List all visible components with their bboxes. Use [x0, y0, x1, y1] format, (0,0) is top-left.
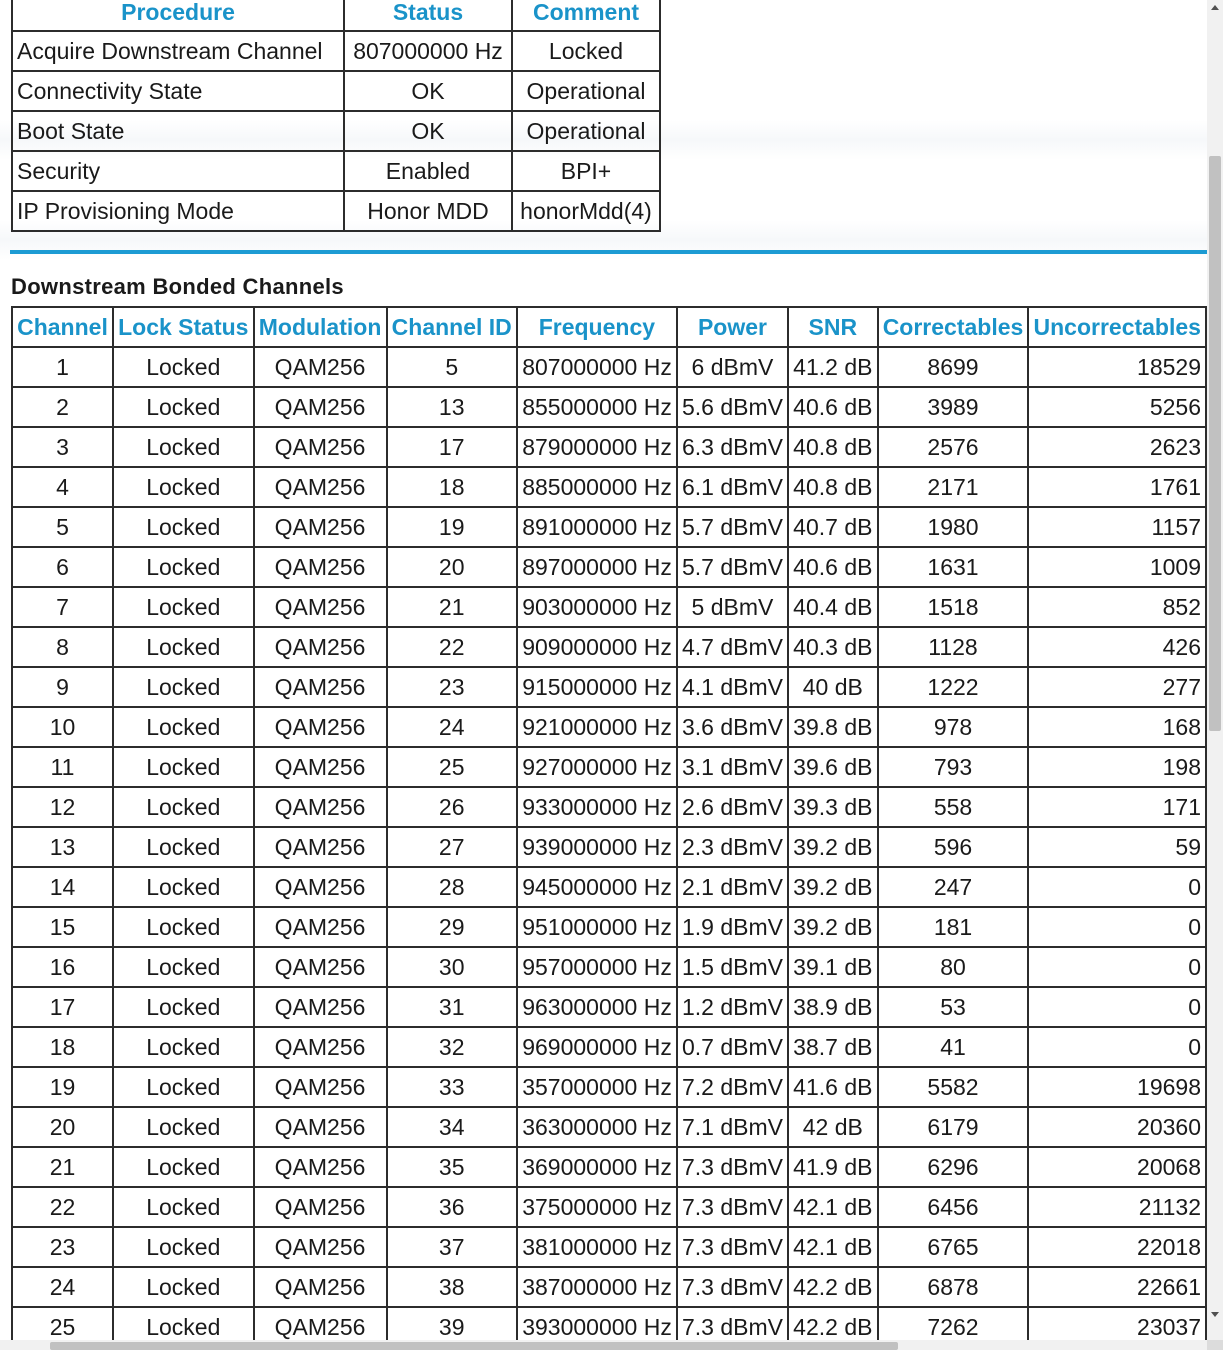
cell-lock-status: Locked [113, 1147, 254, 1187]
cell-lock-status: Locked [113, 1067, 254, 1107]
scroll-down-arrow-icon[interactable] [1211, 1312, 1219, 1317]
table-row [12, 467, 1206, 507]
cell-correctables: 5582 [878, 1067, 1029, 1107]
cell-channel: 23 [12, 1227, 113, 1267]
cell-lock-status: Locked [113, 827, 254, 867]
cell-uncorrectables: 0 [1028, 1027, 1206, 1067]
cell-power: 6.1 dBmV [677, 467, 788, 507]
scrollbar-corner [1207, 1340, 1223, 1350]
col-header-procedure: Procedure [12, 0, 344, 31]
table-row [12, 867, 1206, 907]
cell-uncorrectables: 22661 [1028, 1267, 1206, 1307]
cell-snr: 39.3 dB [788, 787, 877, 827]
cell-correctables: 1128 [878, 627, 1029, 667]
cell-channel: 8 [12, 627, 113, 667]
cell-power: 5.7 dBmV [677, 507, 788, 547]
cell-modulation: QAM256 [254, 1147, 387, 1187]
cell-power: 4.7 dBmV [677, 627, 788, 667]
cell-frequency: 933000000 Hz [517, 787, 677, 827]
cell-correctables: 6179 [878, 1107, 1029, 1147]
cell-correctables: 1518 [878, 587, 1029, 627]
cell-correctables: 596 [878, 827, 1029, 867]
cell-channel: 17 [12, 987, 113, 1027]
cell-power: 5.6 dBmV [677, 387, 788, 427]
cell-channel: 24 [12, 1267, 113, 1307]
cell-correctables: 6765 [878, 1227, 1029, 1267]
cell-lock-status: Locked [113, 1107, 254, 1147]
col-header-snr: SNR [788, 307, 877, 347]
cell-snr: 39.2 dB [788, 907, 877, 947]
cell-frequency: 897000000 Hz [517, 547, 677, 587]
cell-channel: 25 [12, 1307, 113, 1340]
table-row [12, 547, 1206, 587]
scroll-up-arrow-icon[interactable] [1211, 5, 1219, 10]
cell-modulation: QAM256 [254, 347, 387, 387]
cell-frequency: 945000000 Hz [517, 867, 677, 907]
cell-channel-id: 18 [387, 467, 517, 507]
cell-frequency: 855000000 Hz [517, 387, 677, 427]
cell-lock-status: Locked [113, 547, 254, 587]
cell-power: 4.1 dBmV [677, 667, 788, 707]
cell-channel: 5 [12, 507, 113, 547]
cell-snr: 40.6 dB [788, 547, 877, 587]
horizontal-scrollbar-thumb[interactable] [50, 1342, 898, 1350]
cell-channel-id: 13 [387, 387, 517, 427]
cell-correctables: 793 [878, 747, 1029, 787]
cell-uncorrectables: 19698 [1028, 1067, 1206, 1107]
table-row [12, 907, 1206, 947]
cell-uncorrectables: 0 [1028, 947, 1206, 987]
cell-status: Enabled [344, 151, 512, 191]
cell-uncorrectables: 18529 [1028, 347, 1206, 387]
cell-power: 7.1 dBmV [677, 1107, 788, 1147]
table-row [12, 1307, 1206, 1340]
cell-lock-status: Locked [113, 1187, 254, 1227]
cell-frequency: 921000000 Hz [517, 707, 677, 747]
cell-procedure: Security [12, 151, 344, 191]
table-row [12, 507, 1206, 547]
cell-frequency: 951000000 Hz [517, 907, 677, 947]
cell-uncorrectables: 1761 [1028, 467, 1206, 507]
table-row [12, 387, 1206, 427]
cell-correctables: 247 [878, 867, 1029, 907]
cell-channel: 18 [12, 1027, 113, 1067]
cell-uncorrectables: 198 [1028, 747, 1206, 787]
cell-lock-status: Locked [113, 467, 254, 507]
col-header-status: Status [344, 0, 512, 31]
cell-channel-id: 25 [387, 747, 517, 787]
table-row [12, 587, 1206, 627]
vertical-scrollbar[interactable] [1207, 0, 1223, 1340]
cell-channel-id: 35 [387, 1147, 517, 1187]
cell-snr: 39.2 dB [788, 867, 877, 907]
col-header-power: Power [677, 307, 788, 347]
cell-procedure: Boot State [12, 111, 344, 151]
cell-snr: 40 dB [788, 667, 877, 707]
table-row [12, 1227, 1206, 1267]
cell-modulation: QAM256 [254, 387, 387, 427]
cell-uncorrectables: 20068 [1028, 1147, 1206, 1187]
cell-channel: 2 [12, 387, 113, 427]
cell-modulation: QAM256 [254, 667, 387, 707]
cell-snr: 39.8 dB [788, 707, 877, 747]
cell-lock-status: Locked [113, 907, 254, 947]
cell-channel: 14 [12, 867, 113, 907]
cell-power: 3.1 dBmV [677, 747, 788, 787]
horizontal-scrollbar[interactable] [0, 1340, 1207, 1350]
cell-correctables: 558 [878, 787, 1029, 827]
cell-lock-status: Locked [113, 787, 254, 827]
cell-correctables: 41 [878, 1027, 1029, 1067]
cell-power: 1.2 dBmV [677, 987, 788, 1027]
cell-modulation: QAM256 [254, 907, 387, 947]
cell-comment: honorMdd(4) [512, 191, 660, 231]
cell-channel-id: 30 [387, 947, 517, 987]
table-row [12, 667, 1206, 707]
cell-procedure: IP Provisioning Mode [12, 191, 344, 231]
cell-snr: 41.2 dB [788, 347, 877, 387]
cell-channel-id: 28 [387, 867, 517, 907]
table-row [12, 707, 1206, 747]
cell-snr: 38.9 dB [788, 987, 877, 1027]
cell-power: 5 dBmV [677, 587, 788, 627]
cell-power: 7.3 dBmV [677, 1147, 788, 1187]
cell-channel-id: 23 [387, 667, 517, 707]
cell-frequency: 969000000 Hz [517, 1027, 677, 1067]
cell-channel-id: 38 [387, 1267, 517, 1307]
cell-correctables: 53 [878, 987, 1029, 1027]
cell-channel-id: 37 [387, 1227, 517, 1267]
cell-snr: 41.9 dB [788, 1147, 877, 1187]
cell-channel: 7 [12, 587, 113, 627]
cell-status: Honor MDD [344, 191, 512, 231]
cell-uncorrectables: 22018 [1028, 1227, 1206, 1267]
cell-snr: 40.8 dB [788, 467, 877, 507]
cell-lock-status: Locked [113, 587, 254, 627]
cell-power: 1.5 dBmV [677, 947, 788, 987]
cell-lock-status: Locked [113, 667, 254, 707]
cell-comment: Operational [512, 71, 660, 111]
cell-snr: 38.7 dB [788, 1027, 877, 1067]
cell-power: 6.3 dBmV [677, 427, 788, 467]
cell-correctables: 6878 [878, 1267, 1029, 1307]
cell-uncorrectables: 0 [1028, 907, 1206, 947]
cell-lock-status: Locked [113, 987, 254, 1027]
cell-power: 6 dBmV [677, 347, 788, 387]
cell-modulation: QAM256 [254, 1107, 387, 1147]
cell-modulation: QAM256 [254, 627, 387, 667]
cell-power: 5.7 dBmV [677, 547, 788, 587]
cell-channel: 3 [12, 427, 113, 467]
cell-uncorrectables: 5256 [1028, 387, 1206, 427]
cell-modulation: QAM256 [254, 587, 387, 627]
cell-frequency: 885000000 Hz [517, 467, 677, 507]
col-header-channel: Channel [12, 307, 113, 347]
cell-channel: 4 [12, 467, 113, 507]
cell-comment: Operational [512, 111, 660, 151]
cell-status: OK [344, 111, 512, 151]
cell-correctables: 3989 [878, 387, 1029, 427]
cell-snr: 42.2 dB [788, 1307, 877, 1340]
cell-frequency: 381000000 Hz [517, 1227, 677, 1267]
col-header-comment: Comment [512, 0, 660, 31]
table-row [12, 1267, 1206, 1307]
cell-snr: 42 dB [788, 1107, 877, 1147]
cell-power: 7.3 dBmV [677, 1187, 788, 1227]
cell-snr: 42.2 dB [788, 1267, 877, 1307]
cell-channel-id: 33 [387, 1067, 517, 1107]
cell-modulation: QAM256 [254, 787, 387, 827]
cell-modulation: QAM256 [254, 547, 387, 587]
cell-snr: 41.6 dB [788, 1067, 877, 1107]
cell-frequency: 891000000 Hz [517, 507, 677, 547]
cell-channel: 11 [12, 747, 113, 787]
cell-correctables: 1980 [878, 507, 1029, 547]
cell-channel: 21 [12, 1147, 113, 1187]
table-row [12, 71, 660, 111]
cell-channel: 13 [12, 827, 113, 867]
table-header-row [12, 0, 660, 31]
cell-snr: 40.6 dB [788, 387, 877, 427]
cell-comment: BPI+ [512, 151, 660, 191]
cell-channel: 6 [12, 547, 113, 587]
cell-correctables: 7262 [878, 1307, 1029, 1340]
cell-correctables: 6296 [878, 1147, 1029, 1187]
table-row [12, 1107, 1206, 1147]
cell-lock-status: Locked [113, 1227, 254, 1267]
col-header-modulation: Modulation [254, 307, 387, 347]
table-row [12, 31, 660, 71]
cell-snr: 42.1 dB [788, 1227, 877, 1267]
table-row [12, 347, 1206, 387]
col-header-channel-id: Channel ID [387, 307, 517, 347]
table-row [12, 427, 1206, 467]
cell-correctables: 80 [878, 947, 1029, 987]
cell-channel-id: 32 [387, 1027, 517, 1067]
cell-lock-status: Locked [113, 867, 254, 907]
cell-lock-status: Locked [113, 707, 254, 747]
cell-channel: 20 [12, 1107, 113, 1147]
cell-modulation: QAM256 [254, 1187, 387, 1227]
cell-channel-id: 36 [387, 1187, 517, 1227]
cell-channel: 22 [12, 1187, 113, 1227]
cell-channel-id: 17 [387, 427, 517, 467]
table-row [12, 191, 660, 231]
section-separator [10, 250, 1207, 254]
cell-uncorrectables: 23037 [1028, 1307, 1206, 1340]
startup-procedure-table [11, 0, 661, 232]
cell-power: 2.3 dBmV [677, 827, 788, 867]
cell-uncorrectables: 277 [1028, 667, 1206, 707]
cell-uncorrectables: 1009 [1028, 547, 1206, 587]
cell-snr: 40.7 dB [788, 507, 877, 547]
cell-modulation: QAM256 [254, 827, 387, 867]
table-row [12, 827, 1206, 867]
table-row [12, 1027, 1206, 1067]
cell-channel-id: 21 [387, 587, 517, 627]
cell-modulation: QAM256 [254, 1067, 387, 1107]
cell-correctables: 6456 [878, 1187, 1029, 1227]
cell-frequency: 387000000 Hz [517, 1267, 677, 1307]
cell-procedure: Acquire Downstream Channel [12, 31, 344, 71]
cell-lock-status: Locked [113, 1267, 254, 1307]
table-row [12, 627, 1206, 667]
cell-frequency: 963000000 Hz [517, 987, 677, 1027]
cell-frequency: 393000000 Hz [517, 1307, 677, 1340]
table-row [12, 987, 1206, 1027]
col-header-frequency: Frequency [517, 307, 677, 347]
cell-frequency: 369000000 Hz [517, 1147, 677, 1187]
table-row [12, 1067, 1206, 1107]
cell-frequency: 357000000 Hz [517, 1067, 677, 1107]
cell-snr: 39.1 dB [788, 947, 877, 987]
cell-frequency: 879000000 Hz [517, 427, 677, 467]
cell-procedure: Connectivity State [12, 71, 344, 111]
cell-modulation: QAM256 [254, 1307, 387, 1340]
cell-frequency: 375000000 Hz [517, 1187, 677, 1227]
cell-channel-id: 31 [387, 987, 517, 1027]
cell-frequency: 915000000 Hz [517, 667, 677, 707]
cell-uncorrectables: 2623 [1028, 427, 1206, 467]
table-row [12, 747, 1206, 787]
cell-correctables: 2171 [878, 467, 1029, 507]
cell-uncorrectables: 426 [1028, 627, 1206, 667]
cell-channel: 19 [12, 1067, 113, 1107]
cell-uncorrectables: 0 [1028, 867, 1206, 907]
cell-channel: 16 [12, 947, 113, 987]
cell-frequency: 363000000 Hz [517, 1107, 677, 1147]
cell-uncorrectables: 852 [1028, 587, 1206, 627]
cell-channel: 15 [12, 907, 113, 947]
cell-uncorrectables: 0 [1028, 987, 1206, 1027]
cell-lock-status: Locked [113, 1027, 254, 1067]
cell-correctables: 2576 [878, 427, 1029, 467]
cell-power: 2.1 dBmV [677, 867, 788, 907]
cell-channel-id: 26 [387, 787, 517, 827]
cell-lock-status: Locked [113, 947, 254, 987]
cell-modulation: QAM256 [254, 987, 387, 1027]
cell-modulation: QAM256 [254, 1027, 387, 1067]
cell-snr: 39.6 dB [788, 747, 877, 787]
cell-frequency: 807000000 Hz [517, 347, 677, 387]
cell-uncorrectables: 171 [1028, 787, 1206, 827]
cell-correctables: 978 [878, 707, 1029, 747]
cell-correctables: 181 [878, 907, 1029, 947]
cell-lock-status: Locked [113, 1307, 254, 1340]
cell-channel: 12 [12, 787, 113, 827]
cell-status: OK [344, 71, 512, 111]
cell-modulation: QAM256 [254, 747, 387, 787]
cell-modulation: QAM256 [254, 867, 387, 907]
cell-channel-id: 34 [387, 1107, 517, 1147]
cell-uncorrectables: 20360 [1028, 1107, 1206, 1147]
cell-lock-status: Locked [113, 387, 254, 427]
cell-power: 2.6 dBmV [677, 787, 788, 827]
cell-modulation: QAM256 [254, 427, 387, 467]
cell-power: 1.9 dBmV [677, 907, 788, 947]
table-row [12, 947, 1206, 987]
cell-status: 807000000 Hz [344, 31, 512, 71]
cell-lock-status: Locked [113, 427, 254, 467]
cell-channel-id: 24 [387, 707, 517, 747]
cell-frequency: 939000000 Hz [517, 827, 677, 867]
downstream-channels-table [11, 306, 1207, 1340]
cell-channel-id: 5 [387, 347, 517, 387]
cell-frequency: 903000000 Hz [517, 587, 677, 627]
cell-modulation: QAM256 [254, 1267, 387, 1307]
cell-modulation: QAM256 [254, 1227, 387, 1267]
cell-frequency: 927000000 Hz [517, 747, 677, 787]
cell-frequency: 909000000 Hz [517, 627, 677, 667]
cell-lock-status: Locked [113, 747, 254, 787]
cell-channel-id: 39 [387, 1307, 517, 1340]
cell-modulation: QAM256 [254, 507, 387, 547]
cell-power: 3.6 dBmV [677, 707, 788, 747]
cell-lock-status: Locked [113, 507, 254, 547]
table-row [12, 1187, 1206, 1227]
cell-snr: 40.8 dB [788, 427, 877, 467]
cell-power: 7.3 dBmV [677, 1227, 788, 1267]
cell-channel-id: 29 [387, 907, 517, 947]
col-header-correctables: Correctables [878, 307, 1029, 347]
cell-uncorrectables: 168 [1028, 707, 1206, 747]
cell-channel-id: 27 [387, 827, 517, 867]
cell-lock-status: Locked [113, 627, 254, 667]
section-title: Downstream Bonded Channels [11, 274, 344, 299]
cell-power: 7.2 dBmV [677, 1067, 788, 1107]
cell-power: 0.7 dBmV [677, 1027, 788, 1067]
table-row [12, 151, 660, 191]
cell-power: 7.3 dBmV [677, 1267, 788, 1307]
cell-snr: 40.3 dB [788, 627, 877, 667]
cell-correctables: 8699 [878, 347, 1029, 387]
table-header-row [12, 307, 1206, 347]
col-header-uncorrectables: Uncorrectables [1028, 307, 1206, 347]
cell-power: 7.3 dBmV [677, 1307, 788, 1340]
table-row [12, 787, 1206, 827]
cell-uncorrectables: 21132 [1028, 1187, 1206, 1227]
cell-comment: Locked [512, 31, 660, 71]
cell-channel-id: 19 [387, 507, 517, 547]
cell-channel-id: 22 [387, 627, 517, 667]
cell-modulation: QAM256 [254, 707, 387, 747]
cell-channel: 9 [12, 667, 113, 707]
cell-uncorrectables: 1157 [1028, 507, 1206, 547]
cell-modulation: QAM256 [254, 947, 387, 987]
cell-correctables: 1222 [878, 667, 1029, 707]
cell-frequency: 957000000 Hz [517, 947, 677, 987]
col-header-lock-status: Lock Status [113, 307, 254, 347]
cell-channel: 10 [12, 707, 113, 747]
cell-modulation: QAM256 [254, 467, 387, 507]
cell-lock-status: Locked [113, 347, 254, 387]
cell-uncorrectables: 59 [1028, 827, 1206, 867]
cell-correctables: 1631 [878, 547, 1029, 587]
cell-channel: 1 [12, 347, 113, 387]
cell-snr: 39.2 dB [788, 827, 877, 867]
cell-snr: 42.1 dB [788, 1187, 877, 1227]
vertical-scrollbar-thumb[interactable] [1209, 156, 1221, 731]
table-row [12, 111, 660, 151]
table-row [12, 1147, 1206, 1187]
cell-snr: 40.4 dB [788, 587, 877, 627]
cell-channel-id: 20 [387, 547, 517, 587]
